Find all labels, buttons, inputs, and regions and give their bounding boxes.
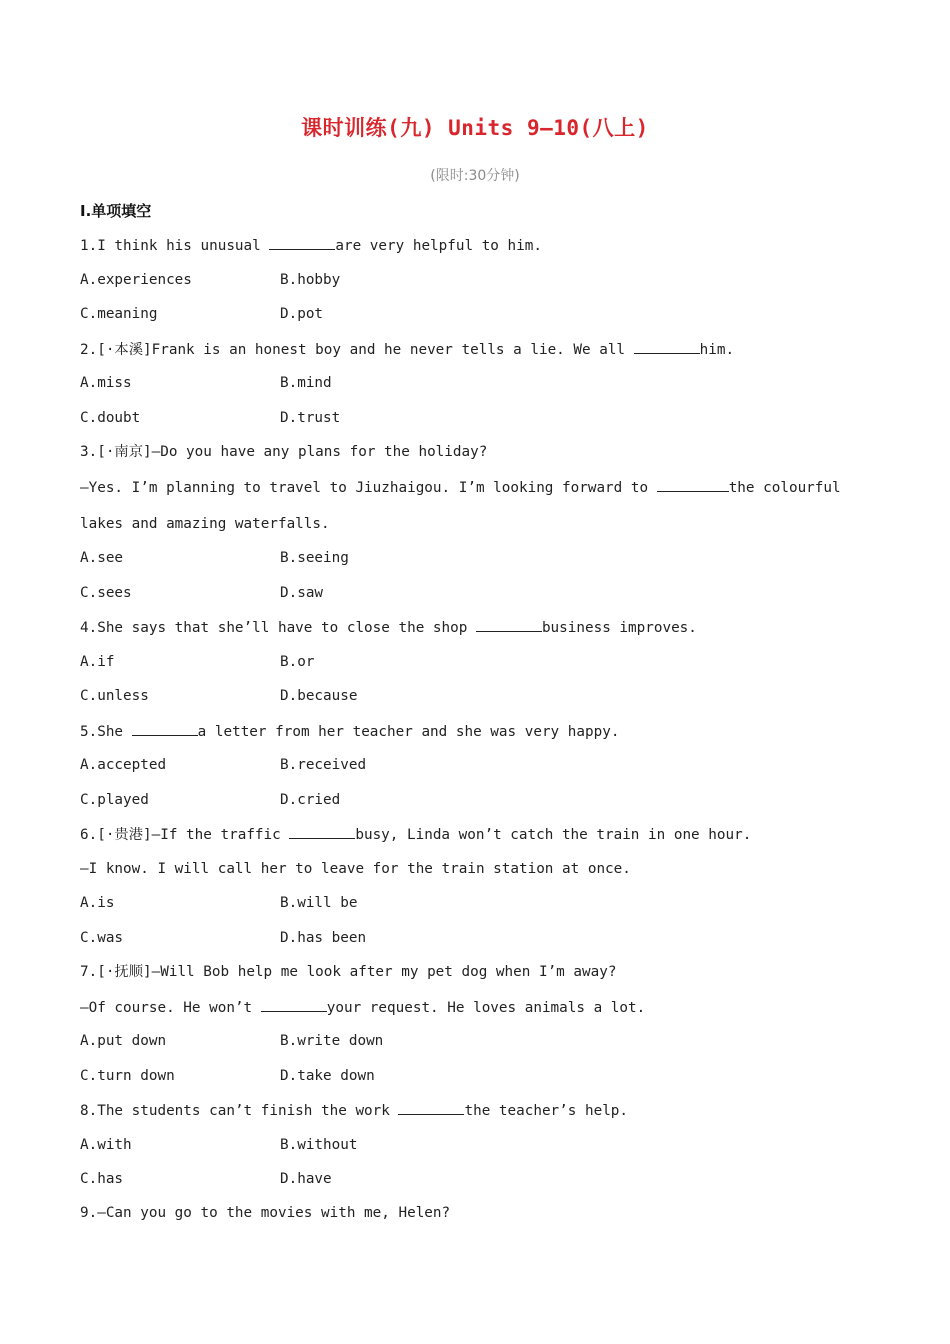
question-1-stem: 1.I think his unusual are very helpful to him. (80, 235, 542, 256)
answer-blank (261, 997, 327, 1012)
answer-blank (289, 824, 355, 839)
option-d: D.trust (280, 410, 341, 426)
question-2-stem: 2.[·本溪]Frank is an honest boy and he never tells a lie. We all him. (80, 339, 734, 360)
option-a: A.with (80, 1137, 132, 1153)
page-title: 课时训练(九) Units 9—10(八上) (301, 116, 649, 140)
option-a: A.accepted (80, 757, 167, 773)
option-b: B.received (280, 757, 367, 773)
question-4-stem: 4.She says that she’ll have to close the shop business improves. (80, 617, 697, 638)
option-c: C.sees (80, 585, 132, 601)
option-d: D.because (280, 688, 358, 704)
option-c: C.turn down (80, 1068, 175, 1084)
option-a: A.if (80, 654, 115, 670)
option-d: D.has been (280, 930, 367, 946)
question-7-stem: 7.[·抚顺]—Will Bob help me look after my pet dog when I’m away? (80, 964, 617, 980)
section-heading: Ⅰ.单项填空 (80, 202, 152, 220)
answer-blank (398, 1100, 464, 1115)
option-a: A.see (80, 550, 124, 566)
option-b: B.seeing (280, 550, 349, 566)
question-5-stem: 5.She a letter from her teacher and she was very happy. (80, 721, 619, 742)
option-d: D.take down (280, 1068, 375, 1084)
question-8-stem: 8.The students can’t finish the work the teacher’s help. (80, 1100, 628, 1121)
question-3-response: —Yes. I’m planning to travel to Jiuzhaigou. I’m looking forward to the colourful (80, 477, 841, 498)
question-7-response: —Of course. He won’t your request. He loves animals a lot. (80, 997, 645, 1018)
answer-blank (657, 477, 729, 492)
option-c: C.meaning (80, 306, 158, 322)
option-d: D.pot (280, 306, 324, 322)
time-limit: (限时:30分钟) (430, 168, 520, 184)
option-d: D.have (280, 1171, 332, 1187)
option-b: B.will be (280, 895, 358, 911)
question-6-response: —I know. I will call her to leave for the train station at once. (80, 861, 631, 877)
option-c: C.has (80, 1171, 124, 1187)
option-b: B.without (280, 1137, 358, 1153)
option-c: C.unless (80, 688, 149, 704)
option-b: B.write down (280, 1033, 384, 1049)
option-a: A.miss (80, 375, 132, 391)
answer-blank (269, 235, 335, 250)
answer-blank (132, 721, 198, 736)
option-c: C.was (80, 930, 124, 946)
option-d: D.cried (280, 792, 341, 808)
option-a: A.put down (80, 1033, 167, 1049)
option-c: C.played (80, 792, 149, 808)
answer-blank (476, 617, 542, 632)
option-a: A.is (80, 895, 115, 911)
option-b: B.mind (280, 375, 332, 391)
option-b: B.or (280, 654, 315, 670)
question-3-continuation: lakes and amazing waterfalls. (80, 516, 330, 532)
question-9-stem: 9.—Can you go to the movies with me, Helen? (80, 1205, 451, 1221)
option-c: C.doubt (80, 410, 141, 426)
question-6-stem: 6.[·贵港]—If the traffic busy, Linda won’t catch the train in one hour. (80, 824, 751, 845)
answer-blank (634, 339, 700, 354)
question-3-stem: 3.[·南京]—Do you have any plans for the holiday? (80, 444, 488, 460)
option-b: B.hobby (280, 272, 341, 288)
option-a: A.experiences (80, 272, 192, 288)
option-d: D.saw (280, 585, 324, 601)
